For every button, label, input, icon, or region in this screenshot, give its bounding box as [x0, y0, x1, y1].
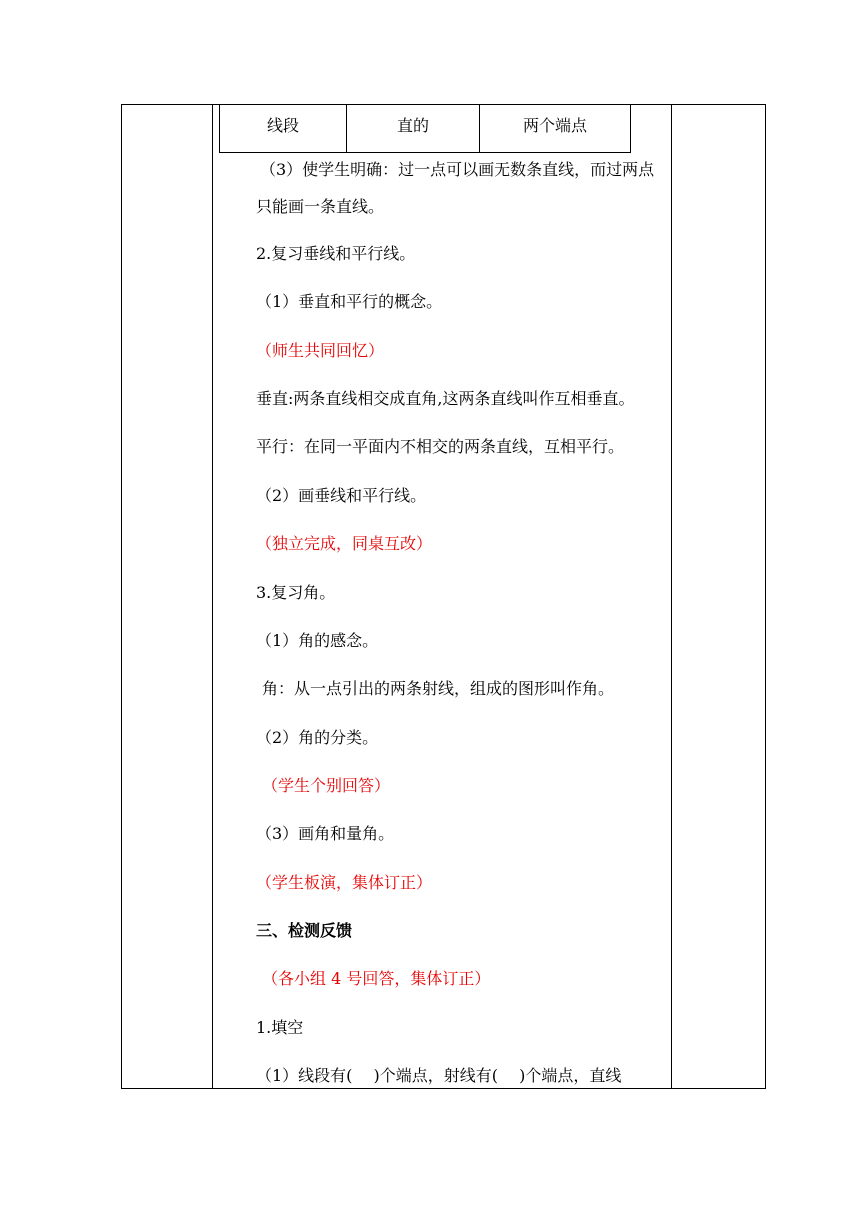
teacher-note: （学生板演，集体订正） — [256, 873, 433, 892]
paragraph: 平行：在同一平面内不相交的两条直线，互相平行。 — [256, 437, 625, 456]
inner-table-cell: 两个端点 — [479, 104, 630, 152]
paragraph: （3）使学生明确：过一点可以画无数条直线，而过两点 — [260, 160, 655, 179]
paragraph: （1）垂直和平行的概念。 — [256, 292, 443, 311]
paragraph: （1）角的感念。 — [256, 631, 379, 650]
paragraph: 3.复习角。 — [256, 583, 336, 602]
inner-table-cell: 直的 — [346, 104, 479, 152]
teacher-note: （各小组 4 号回答，集体订正） — [262, 969, 491, 988]
paragraph: 只能画一条直线。 — [256, 197, 385, 216]
paragraph: （2）画垂线和平行线。 — [256, 486, 427, 505]
paragraph: 2.复习垂线和平行线。 — [256, 244, 416, 263]
teacher-note: （独立完成，同桌互改） — [256, 534, 433, 553]
paragraph: 垂直:两条直线相交成直角,这两条直线叫作互相垂直。 — [256, 389, 635, 408]
teacher-note: （学生个别回答） — [262, 776, 391, 795]
paragraph: （2）角的分类。 — [256, 728, 379, 747]
paragraph: 1.填空 — [256, 1018, 304, 1037]
section-heading: 三、检测反馈 — [256, 921, 353, 940]
paragraph: （1）线段有( )个端点，射线有( )个端点，直线 — [256, 1066, 622, 1085]
paragraph: 角：从一点引出的两条射线，组成的图形叫作角。 — [262, 679, 615, 698]
inner-table-cell: 线段 — [266, 115, 299, 135]
paragraph: （3）画角和量角。 — [256, 824, 395, 843]
teacher-note: （师生共同回忆） — [256, 341, 385, 360]
